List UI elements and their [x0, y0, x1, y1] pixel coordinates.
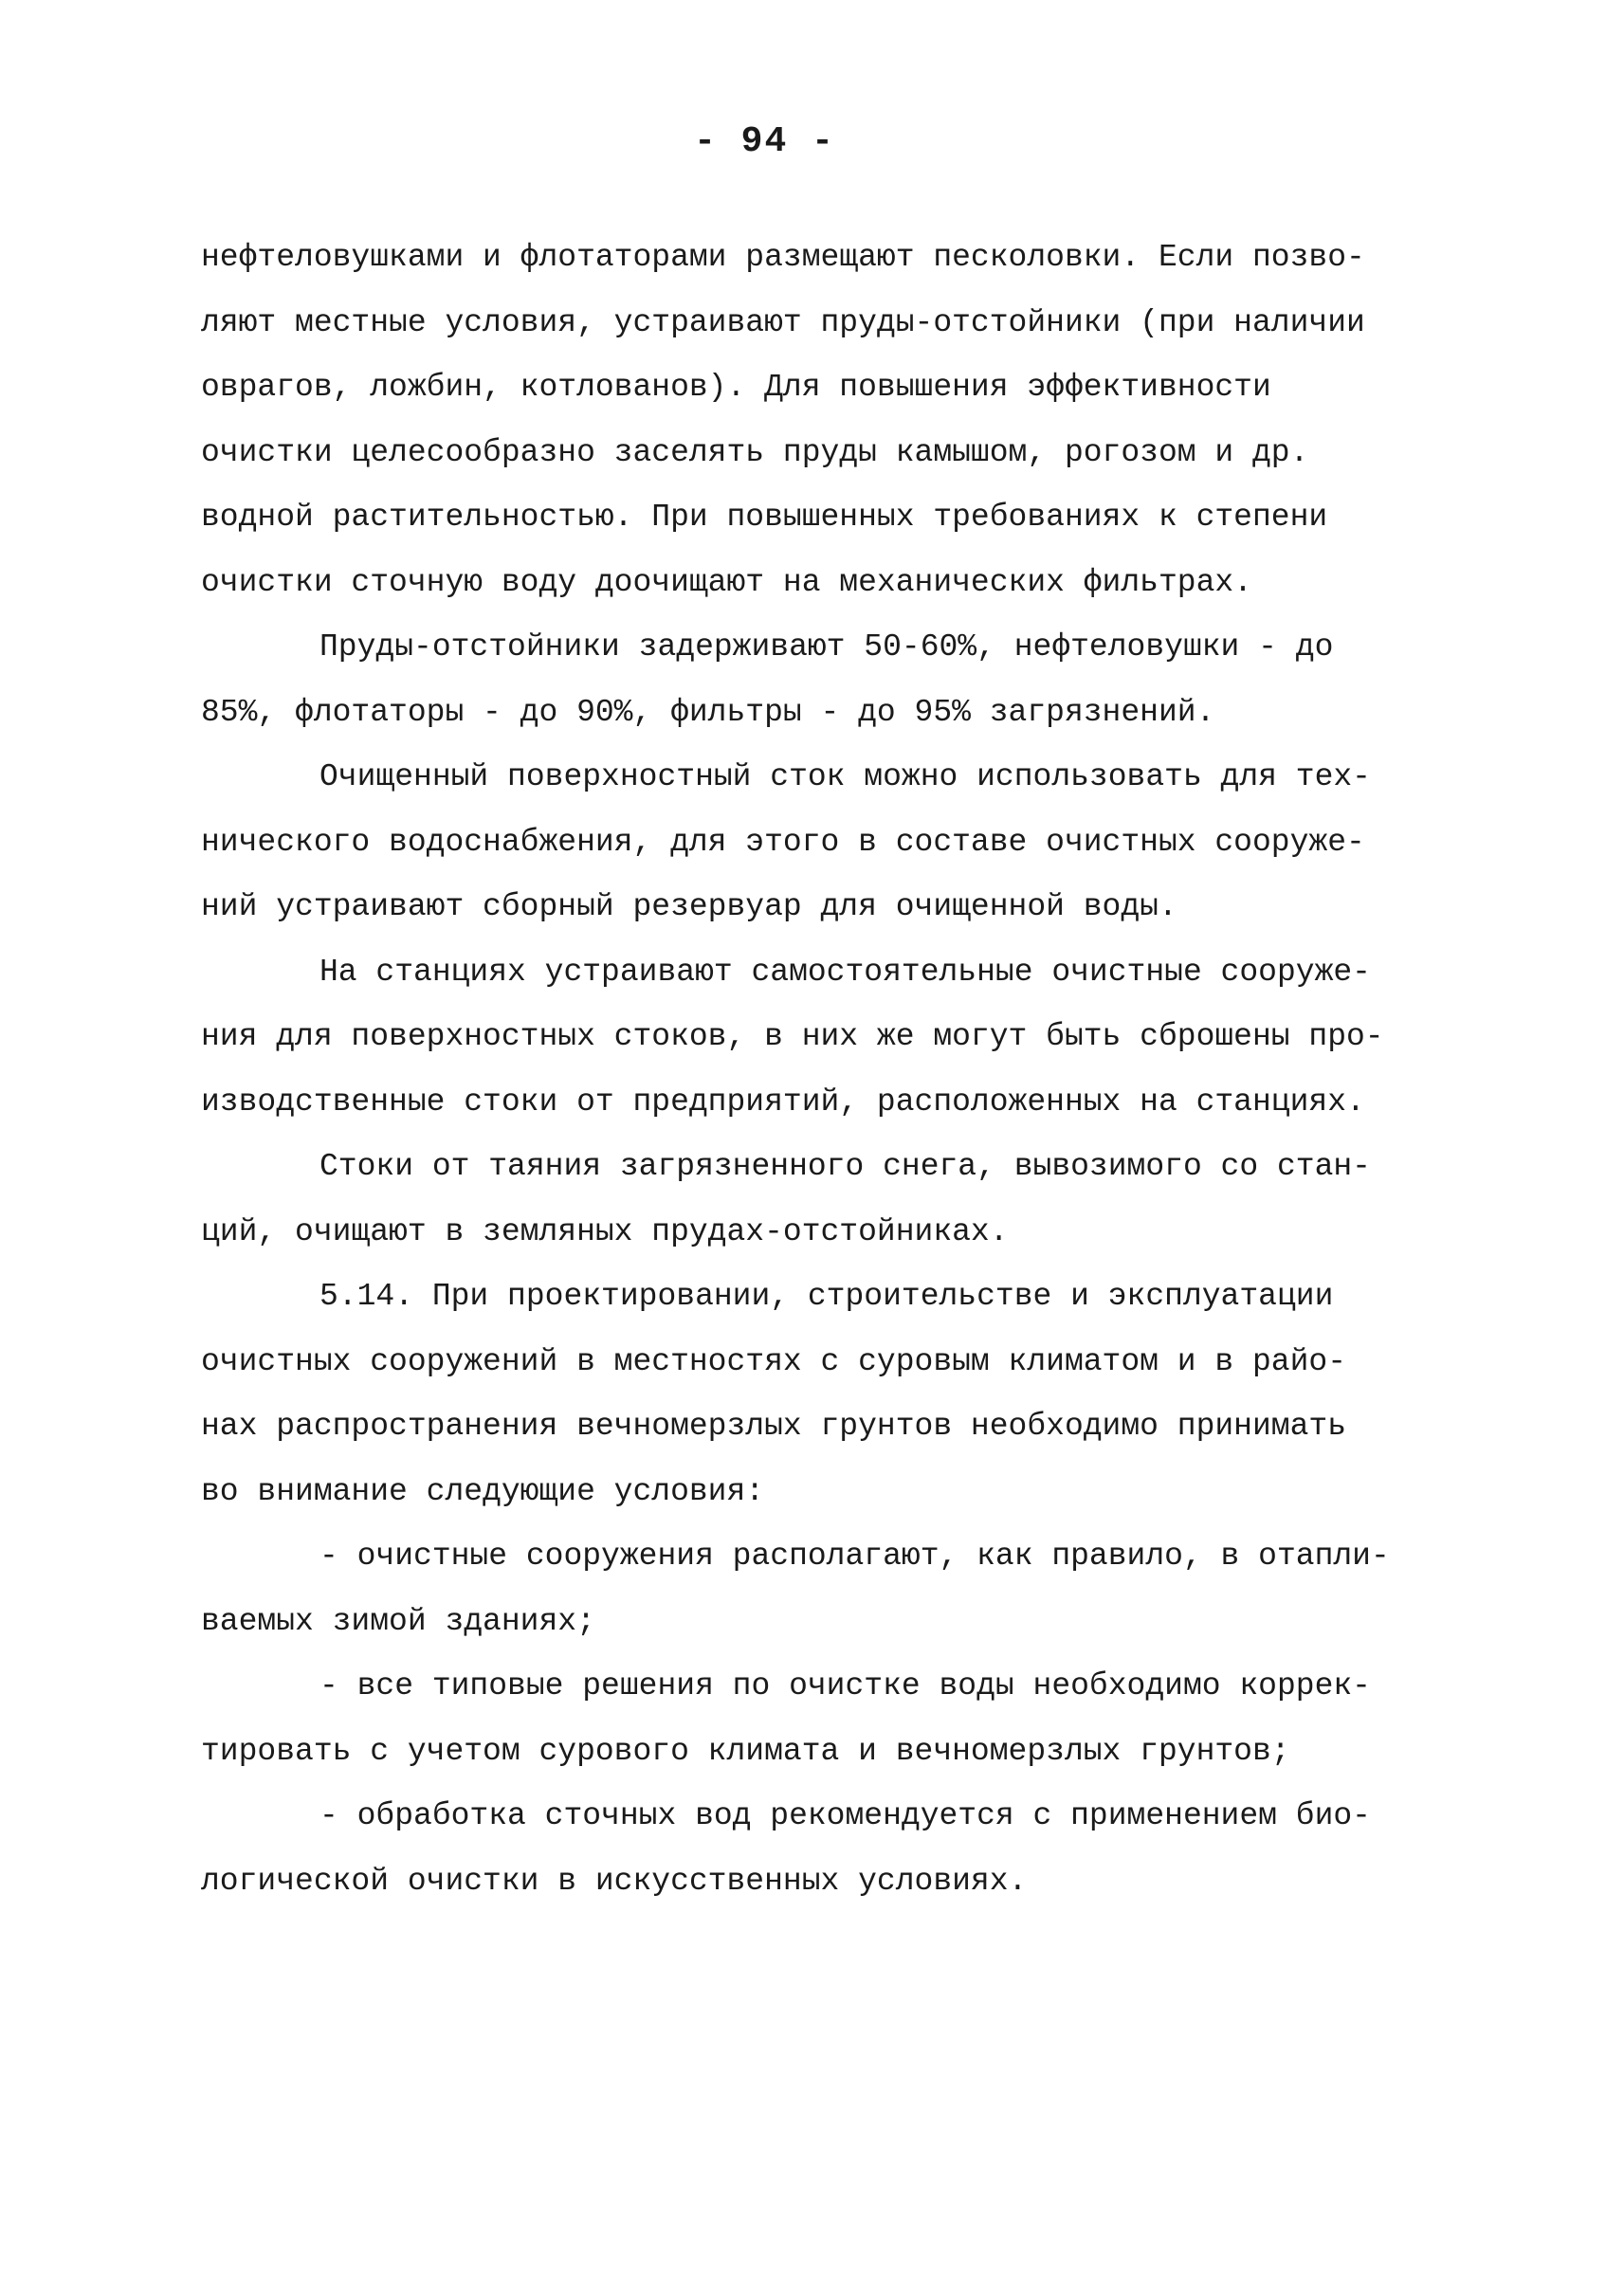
- text-line: нического водоснабжения, для этого в составе очистных сооруже-: [201, 824, 1365, 860]
- text-line: - обработка сточных вод рекомендуется с применением био-: [319, 1798, 1371, 1833]
- text-line: ляют местные условия, устраивают пруды-отстойники (при наличии: [201, 304, 1365, 340]
- text-line: ния для поверхностных стоков, в них же могут быть сброшены про-: [201, 1019, 1384, 1054]
- text-line: нефтеловушками и флотаторами размещают песколовки. Если позво-: [201, 240, 1365, 275]
- text-line: водной растительностью. При повышенных требованиях к степени: [201, 500, 1328, 535]
- text-line: тировать с учетом сурового климата и вечномерзлых грунтов;: [201, 1733, 1290, 1769]
- text-line: 5.14. При проектировании, строительстве и эксплуатации: [319, 1279, 1334, 1314]
- text-line: 85%, флотаторы - до 90%, фильтры - до 95% загрязнений.: [201, 694, 1215, 730]
- text-line: Стоки от таяния загрязненного снега, вывозимого со стан-: [319, 1149, 1371, 1184]
- text-line: ний устраивают сборный резервуар для очищенной воды.: [201, 889, 1177, 924]
- text-line: Пруды-отстойники задерживают 50-60%, нефтеловушки - до: [319, 629, 1334, 665]
- body-text: [201, 226, 1438, 1914]
- text-line: очистных сооружений в местностях с суровым климатом и в райо-: [201, 1343, 1346, 1379]
- text-line: ций, очищают в земляных прудах-отстойниках.: [201, 1213, 1009, 1249]
- text-line: На станциях устраивают самостоятельные очистные сооруже-: [319, 954, 1371, 990]
- text-line: нах распространения вечномерзлых грунтов необходимо принимать: [201, 1409, 1346, 1444]
- text-line: оврагов, ложбин, котлованов). Для повышения эффективности: [201, 370, 1271, 405]
- text-line: ваемых зимой зданиях;: [201, 1603, 595, 1639]
- text-line: Очищенный поверхностный сток можно использовать для тех-: [319, 759, 1371, 794]
- text-line: во внимание следующие условия:: [201, 1473, 765, 1509]
- text-line: логической очистки в искусственных условиях.: [201, 1863, 1028, 1899]
- text-line: очистки целесообразно заселять пруды камышом, рогозом и др.: [201, 434, 1309, 470]
- text-line: изводственные стоки от предприятий, расположенных на станциях.: [201, 1084, 1365, 1120]
- text-line: - очистные сооружения располагают, как правило, в отапли-: [319, 1539, 1390, 1574]
- page-number: - 94 -: [694, 121, 835, 162]
- text-line: очистки сточную воду доочищают на механических фильтрах.: [201, 564, 1252, 600]
- text-line: - все типовые решения по очистке воды необходимо коррек-: [319, 1668, 1371, 1703]
